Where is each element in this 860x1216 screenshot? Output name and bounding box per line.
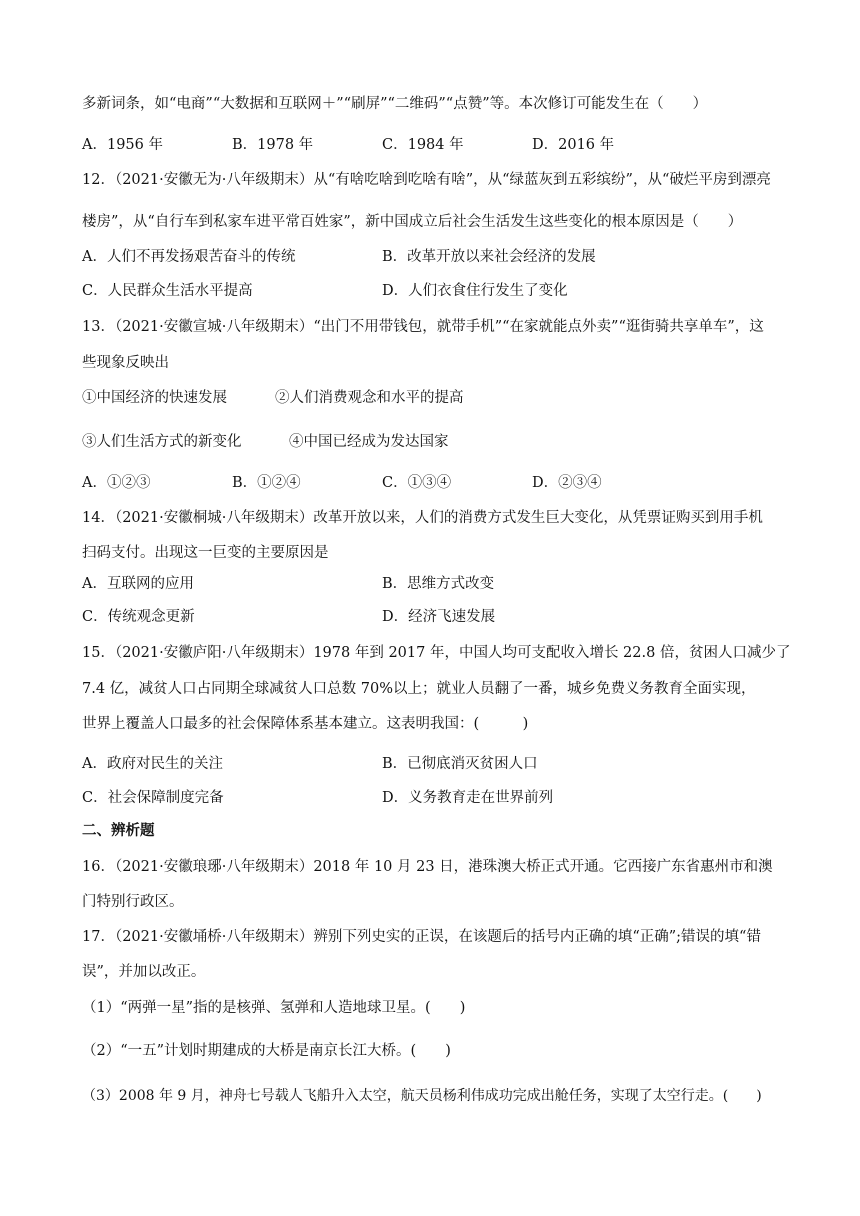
q14-option-b: B．思维方式改变 xyxy=(382,576,495,592)
q13-option-b: B．①②④ xyxy=(232,475,301,491)
q17-sub-1: （1）“两弹一星”指的是核弹、氢弹和人造地球卫星。( ) xyxy=(82,1000,466,1016)
q13-item-4: ④中国已经成为发达国家 xyxy=(289,434,449,450)
q13-option-d: D．②③④ xyxy=(532,475,602,491)
q12-text-line2: 楼房”，从“自行车到私家车进平常百姓家”，新中国成立后社会生活发生这些变化的根本原因是（ ） xyxy=(82,214,743,230)
q15-option-a: A．政府对民生的关注 xyxy=(82,756,223,772)
q13-item-2: ②人们消费观念和水平的提高 xyxy=(275,390,464,406)
q15-option-c: C．社会保障制度完备 xyxy=(82,790,224,806)
q16-text-line2: 门特别行政区。 xyxy=(82,894,184,910)
q14-option-a: A．互联网的应用 xyxy=(82,576,194,592)
q17-text-line1: 17．（2021·安徽埇桥·八年级期末）辨别下列史实的正误，在该题后的括号内正确的填“正确”;错误的填“错 xyxy=(82,929,761,945)
q17-sub-3: （3）2008 年 9 月，神舟七号载人飞船升入太空，航天员杨利伟成功完成出舱任务，实现了太空行走。( ) xyxy=(82,1088,762,1104)
q13-text-line2: 些现象反映出 xyxy=(82,355,169,371)
q11-option-a: A．1956 年 xyxy=(82,137,163,153)
q13-option-c: C．①③④ xyxy=(382,475,452,491)
q13-text-line1: 13．（2021·安徽宣城·八年级期末）“出门不用带钱包，就带手机”“在家就能点外卖”“逛街骑共享单车”，这 xyxy=(82,319,764,335)
q13-option-a: A．①②③ xyxy=(82,475,151,491)
section-heading-analysis: 二、辨析题 xyxy=(82,823,155,839)
q16-text-line1: 16．（2021·安徽琅琊·八年级期末）2018 年 10 月 23 日，港珠澳大桥正式开通。它西接广东省惠州市和澳 xyxy=(82,859,773,875)
q14-text-line1: 14．（2021·安徽桐城·八年级期末）改革开放以来，人们的消费方式发生巨大变化，从凭票证购买到用手机 xyxy=(82,510,763,526)
q12-option-b: B．改革开放以来社会经济的发展 xyxy=(382,249,596,265)
q15-option-b: B．已彻底消灭贫困人口 xyxy=(382,756,538,772)
q14-option-d: D．经济飞速发展 xyxy=(382,609,496,625)
q15-text-line2: 7.4 亿，减贫人口占同期全球减贫人口总数 70%以上；就业人员翻了一番，城乡免费义务教育全面实现， xyxy=(82,681,756,697)
q17-text-line2: 误”，并加以改正。 xyxy=(82,964,206,980)
q11-option-d: D．2016 年 xyxy=(532,137,615,153)
q15-option-d: D．义务教育走在世界前列 xyxy=(382,790,554,806)
q12-option-c: C．人民群众生活水平提高 xyxy=(82,283,253,299)
q14-text-line2: 扫码支付。出现这一巨变的主要原因是 xyxy=(82,545,329,561)
q12-text-line1: 12．（2021·安徽无为·八年级期末）从“有啥吃啥到吃啥有啥”，从“绿蓝灰到五彩缤纷”，从“破烂平房到漂亮 xyxy=(82,172,771,188)
q15-text-line3: 世界上覆盖人口最多的社会保障体系基本建立。这表明我国：( ) xyxy=(82,716,529,732)
q13-item-3: ③人们生活方式的新变化 xyxy=(82,434,242,450)
q11-text-line2: 多新词条，如“电商”“大数据和互联网＋”“刷屏”“二维码”“点赞”等。本次修订可能发生在（ ） xyxy=(82,96,708,112)
q17-sub-2: （2）“一五”计划时期建成的大桥是南京长江大桥。( ) xyxy=(82,1043,451,1059)
q11-option-b: B．1978 年 xyxy=(232,137,314,153)
q12-option-d: D．人们衣食住行发生了变化 xyxy=(382,283,568,299)
q15-text-line1: 15．（2021·安徽庐阳·八年级期末）1978 年到 2017 年，中国人均可支配收入增长 22.8 倍，贫困人口减少了 xyxy=(82,645,791,661)
q14-option-c: C．传统观念更新 xyxy=(82,609,195,625)
q13-item-1: ①中国经济的快速发展 xyxy=(82,390,227,406)
q12-option-a: A．人们不再发扬艰苦奋斗的传统 xyxy=(82,249,296,265)
q11-option-c: C．1984 年 xyxy=(382,137,464,153)
